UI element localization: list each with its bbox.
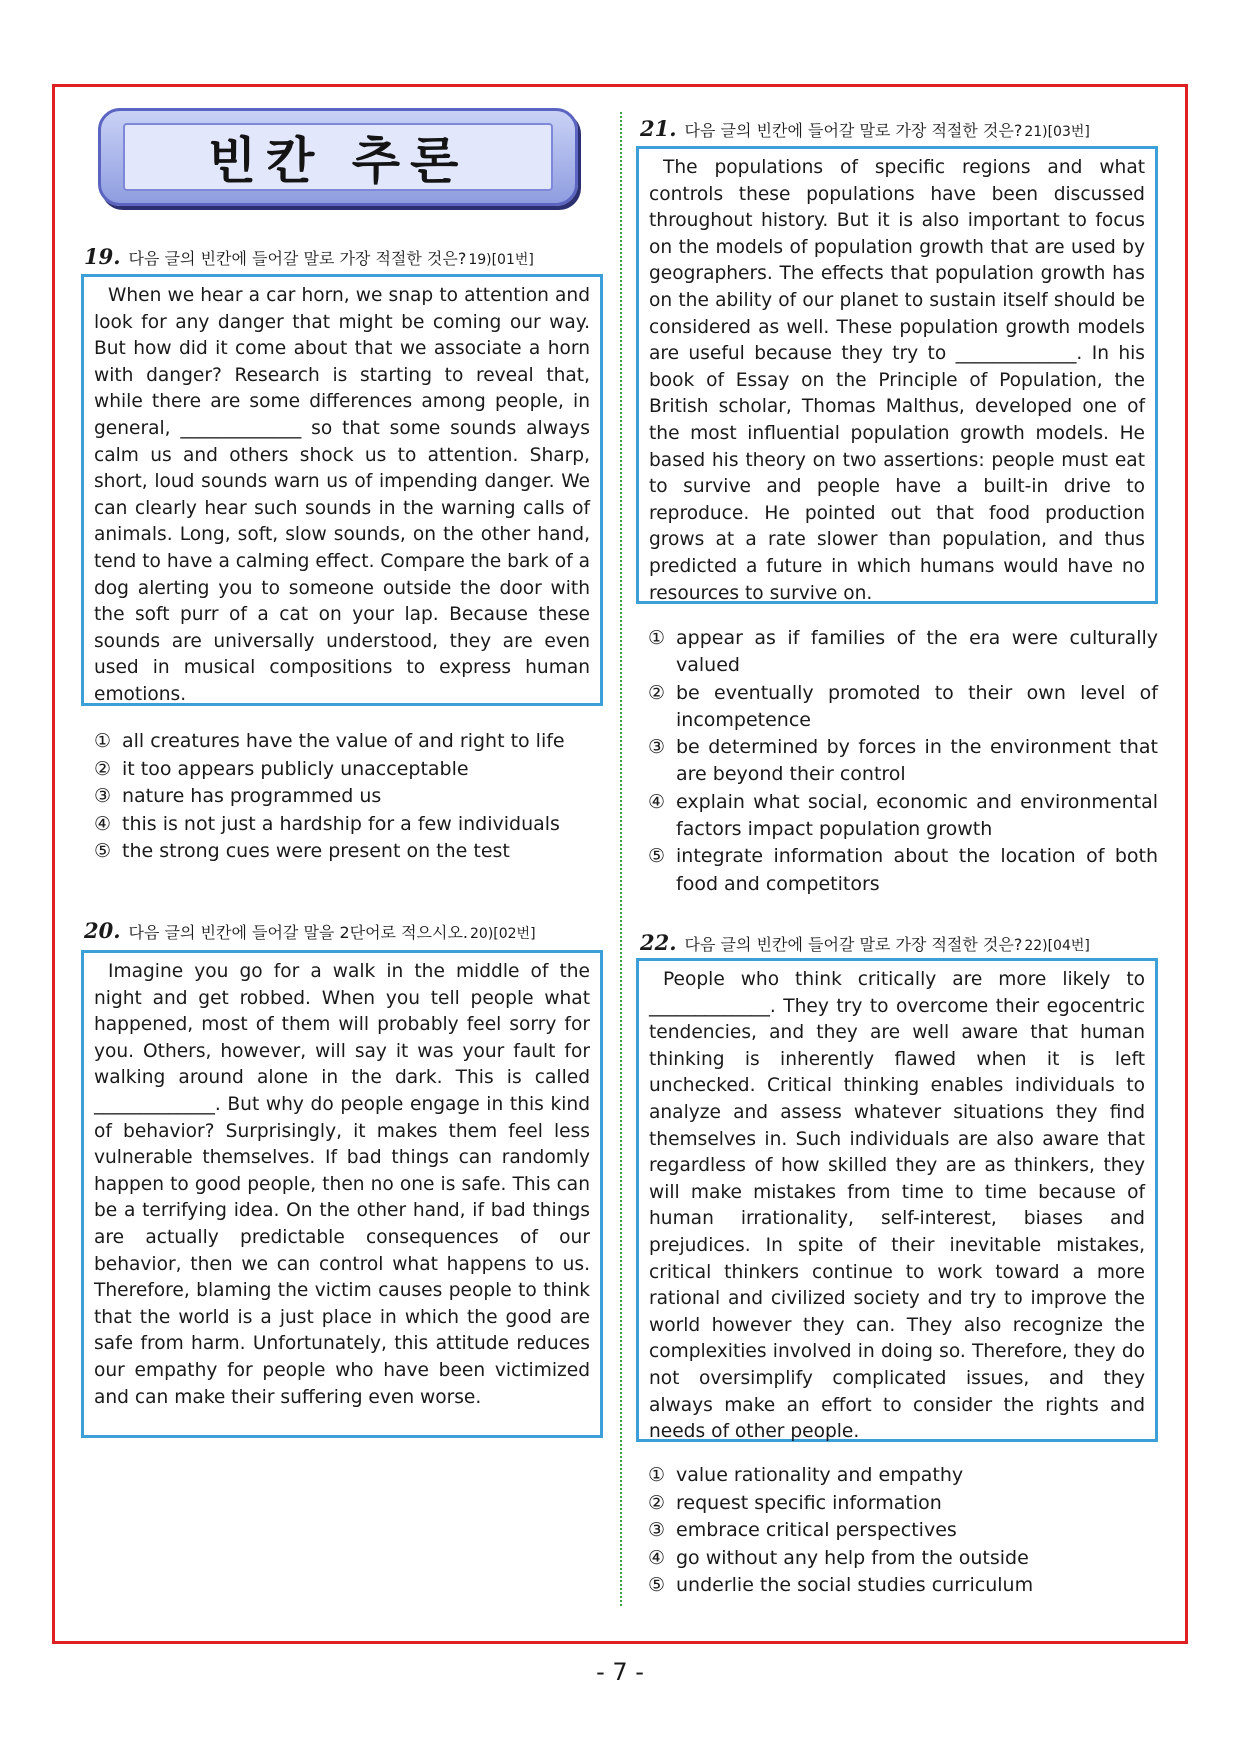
question-19-header bbox=[84, 244, 534, 269]
option-3[interactable]: ③ be determined by forces in the environment that are beyond their control bbox=[648, 736, 1158, 786]
question-number: 21. bbox=[640, 116, 677, 141]
question-22-passage: People who think critically are more likely to _____________. They try to overcome their egocentric tendencies, and they are well aware that human thinking is inherently flawed when it is left unchecked. Critical thinking enables individuals to analyze and assess whatever situations they find themselves in. Such individuals are also aware that regardless of how skilled they are as thinkers, they will make mistakes from time to time because of human irrationality, self-interest, biases and prejudices. In spite of their inevitable mistakes, critical thinkers continue to work toward a more rational and civilized society and try to improve the world however they can. They also recognize the complexities involved in doing so. Therefore, they do not oversimplify complicated issues, and they always make an effort to consider the rights and needs of other people. bbox=[636, 958, 1158, 1442]
option-1[interactable]: ① value rationality and empathy bbox=[648, 1464, 964, 1486]
page-number: - 7 - bbox=[596, 1658, 644, 1686]
question-number: 20. bbox=[84, 918, 121, 943]
question-number: 19. bbox=[84, 244, 121, 269]
question-20-header bbox=[84, 918, 536, 943]
option-5[interactable]: ⑤ underlie the social studies curriculum bbox=[648, 1574, 1034, 1596]
question-source: 22)[04번] bbox=[1024, 938, 1090, 954]
option-5[interactable]: ⑤ integrate information about the location of both food and competitors bbox=[648, 845, 1158, 895]
question-21-header bbox=[640, 116, 1090, 141]
question-22-options bbox=[648, 1462, 1158, 1600]
section-title-banner bbox=[98, 108, 578, 206]
option-2[interactable]: ② be eventually promoted to their own level of incompetence bbox=[648, 681, 1158, 731]
question-source: 19)[01번] bbox=[468, 252, 534, 268]
option-4[interactable]: ④ go without any help from the outside bbox=[648, 1546, 1029, 1569]
question-20-passage: Imagine you go for a walk in the middle of the night and get robbed. When you tell people what happened, most of them will probably feel sorry for you. Others, however, will say it was your fault for walking around alone in the dark. This is called _____________. But why do people engage in this kind of behavior? Surprisingly, it makes them feel less vulnerable themselves. If bad things can randomly happen to good people, then no one is safe. This can be a terrifying idea. On the other hand, if bad things are actually predictable consequences of our behavior, then we can control what happens to us. Therefore, blaming the victim causes people to think that the world is a just place in which the good are safe from harm. Unfortunately, this attitude reduces our empathy for people who have been victimized and can make their suffering even worse. bbox=[81, 950, 603, 1438]
option-3[interactable]: ③ embrace critical perspectives bbox=[648, 1519, 957, 1541]
option-1[interactable]: ① appear as if families of the era were culturally valued bbox=[648, 627, 1158, 677]
column-divider bbox=[620, 112, 622, 1606]
option-4[interactable]: ④ explain what social, economic and environmental factors impact population growth bbox=[648, 790, 1158, 841]
question-prompt: 다음 글의 빈칸에 들어갈 말로 가장 적절한 것은? bbox=[128, 249, 467, 268]
option-4[interactable]: ④ this is not just a hardship for a few individuals bbox=[94, 812, 560, 835]
question-prompt: 다음 글의 빈칸에 들어갈 말로 가장 적절한 것은? bbox=[684, 121, 1023, 140]
question-source: 21)[03번] bbox=[1024, 124, 1090, 140]
option-2[interactable]: ② request specific information bbox=[648, 1491, 942, 1514]
question-number: 22. bbox=[640, 930, 677, 955]
question-19-passage: When we hear a car horn, we snap to attention and look for any danger that might be coming our way. But how did it come about that we associate a horn with danger? Research is starting to reveal that, while there are some differences among people, in general, _____________ so that some sounds always calm us and others shock us to attention. Sharp, short, loud sounds warn us of impending danger. We can clearly hear such sounds in the warning calls of animals. Long, soft, slow sounds, on the other hand, tend to have a calming effect. Compare the bark of a dog alerting you to someone outside the door with the soft purr of a cat on your lap. Because these sounds are universally understood, they are even used in musical compositions to express human emotions. bbox=[81, 274, 603, 706]
question-21-options bbox=[648, 625, 1158, 898]
option-1[interactable]: ① all creatures have the value of and right to life bbox=[94, 730, 565, 752]
option-2[interactable]: ② it too appears publicly unacceptable bbox=[94, 757, 469, 780]
section-title: 빈칸 추론 bbox=[123, 123, 553, 191]
question-prompt: 다음 글의 빈칸에 들어갈 말을 2단어로 적으시오. bbox=[128, 923, 468, 942]
question-prompt: 다음 글의 빈칸에 들어갈 말로 가장 적절한 것은? bbox=[684, 935, 1023, 954]
question-22-header bbox=[640, 930, 1090, 955]
question-19-options bbox=[94, 728, 594, 866]
question-21-passage: The populations of specific regions and what controls these populations have been discussed throughout history. But it is also important to focus on the models of population growth that are used by geographers. The effects that population growth has on the ability of our planet to sustain itself should be considered as well. These population growth models are useful because they try to _____________. In his book of Essay on the Principle of Population, the British scholar, Thomas Malthus, developed one of the most influential population growth models. He based his theory on two assertions: people must eat to survive and people have a built-in drive to reproduce. He pointed out that food production grows at a rate slower than population, and thus predicted a future in which humans would have no resources to survive on. bbox=[636, 146, 1158, 604]
option-5[interactable]: ⑤ the strong cues were present on the test bbox=[94, 840, 510, 862]
option-3[interactable]: ③ nature has programmed us bbox=[94, 785, 382, 807]
question-source: 20)[02번] bbox=[470, 926, 536, 942]
